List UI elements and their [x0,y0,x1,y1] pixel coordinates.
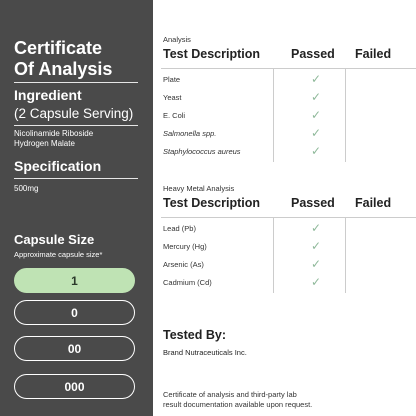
check-icon: ✓ [311,126,322,140]
check-icon: ✓ [311,72,322,86]
heavy-metal-col-description: Test Description [163,196,261,210]
title-line-1: Certificate [14,38,103,58]
test-name: Lead (Pb) [163,224,196,233]
check-icon: ✓ [311,221,322,235]
analysis-row [161,107,416,125]
check-icon: ✓ [311,275,322,289]
table-header-divider [161,68,416,69]
capsule-size-000-button[interactable]: 000 [14,374,135,399]
ingredient-name-line-2: Hydrogen Malate [14,139,75,148]
test-name: E. Coli [163,111,186,120]
analysis-col-passed: Passed [291,47,335,61]
check-icon: ✓ [311,239,322,253]
heavy-metal-section-label: Heavy Metal Analysis [163,184,235,193]
analysis-row [161,89,416,107]
ingredient-serving: (2 Capsule Serving) [14,106,134,121]
analysis-row [161,71,416,89]
table-header-divider [161,217,416,218]
heavy-metal-row [161,220,416,238]
check-icon: ✓ [311,90,322,104]
title-line-2: Of Analysis [14,59,113,79]
test-name: Mercury (Hg) [163,242,207,251]
right-panel [153,0,416,416]
ingredient-name-line-1: Nicolinamide Riboside [14,129,94,138]
analysis-col-description: Test Description [163,47,261,61]
left-panel [0,0,153,416]
check-icon: ✓ [311,144,322,158]
capsule-size-0-button[interactable]: 0 [14,300,135,325]
heavy-metal-row [161,274,416,292]
footer-line-1: Certificate of analysis and third-party lab [163,390,297,399]
capsule-size-heading: Capsule Size [14,232,95,247]
specification-value: 500mg [14,184,39,193]
test-name: Cadmium (Cd) [163,278,212,287]
test-name: Salmonella spp. [163,129,217,138]
heavy-metal-row [161,256,416,274]
analysis-row [161,143,416,161]
ingredient-name [14,129,149,149]
analysis-row [161,125,416,143]
capsule-size-subheading: Approximate capsule size* [14,250,103,259]
divider [14,178,138,179]
test-name: Yeast [163,93,182,102]
ingredient-heading: Ingredient [14,87,82,103]
capsule-size-1-button[interactable]: 1 [14,268,135,293]
page-title [14,38,112,80]
test-name: Plate [163,75,181,84]
divider [14,125,138,126]
divider [14,82,138,83]
check-icon: ✓ [311,108,322,122]
heavy-metal-col-passed: Passed [291,196,335,210]
footer-note [163,390,403,410]
heavy-metal-col-failed: Failed [355,196,392,210]
test-name: Staphylococcus aureus [163,147,241,156]
analysis-section-label: Analysis [163,35,191,44]
footer-line-2: result documentation available upon request. [163,400,313,409]
tested-by-heading: Tested By: [163,328,226,342]
tested-by-company: Brand Nutraceuticals Inc. [163,348,247,357]
check-icon: ✓ [311,257,322,271]
capsule-size-00-button[interactable]: 00 [14,336,135,361]
specification-heading: Specification [14,158,102,174]
test-name: Arsenic (As) [163,260,204,269]
heavy-metal-row [161,238,416,256]
analysis-col-failed: Failed [355,47,392,61]
